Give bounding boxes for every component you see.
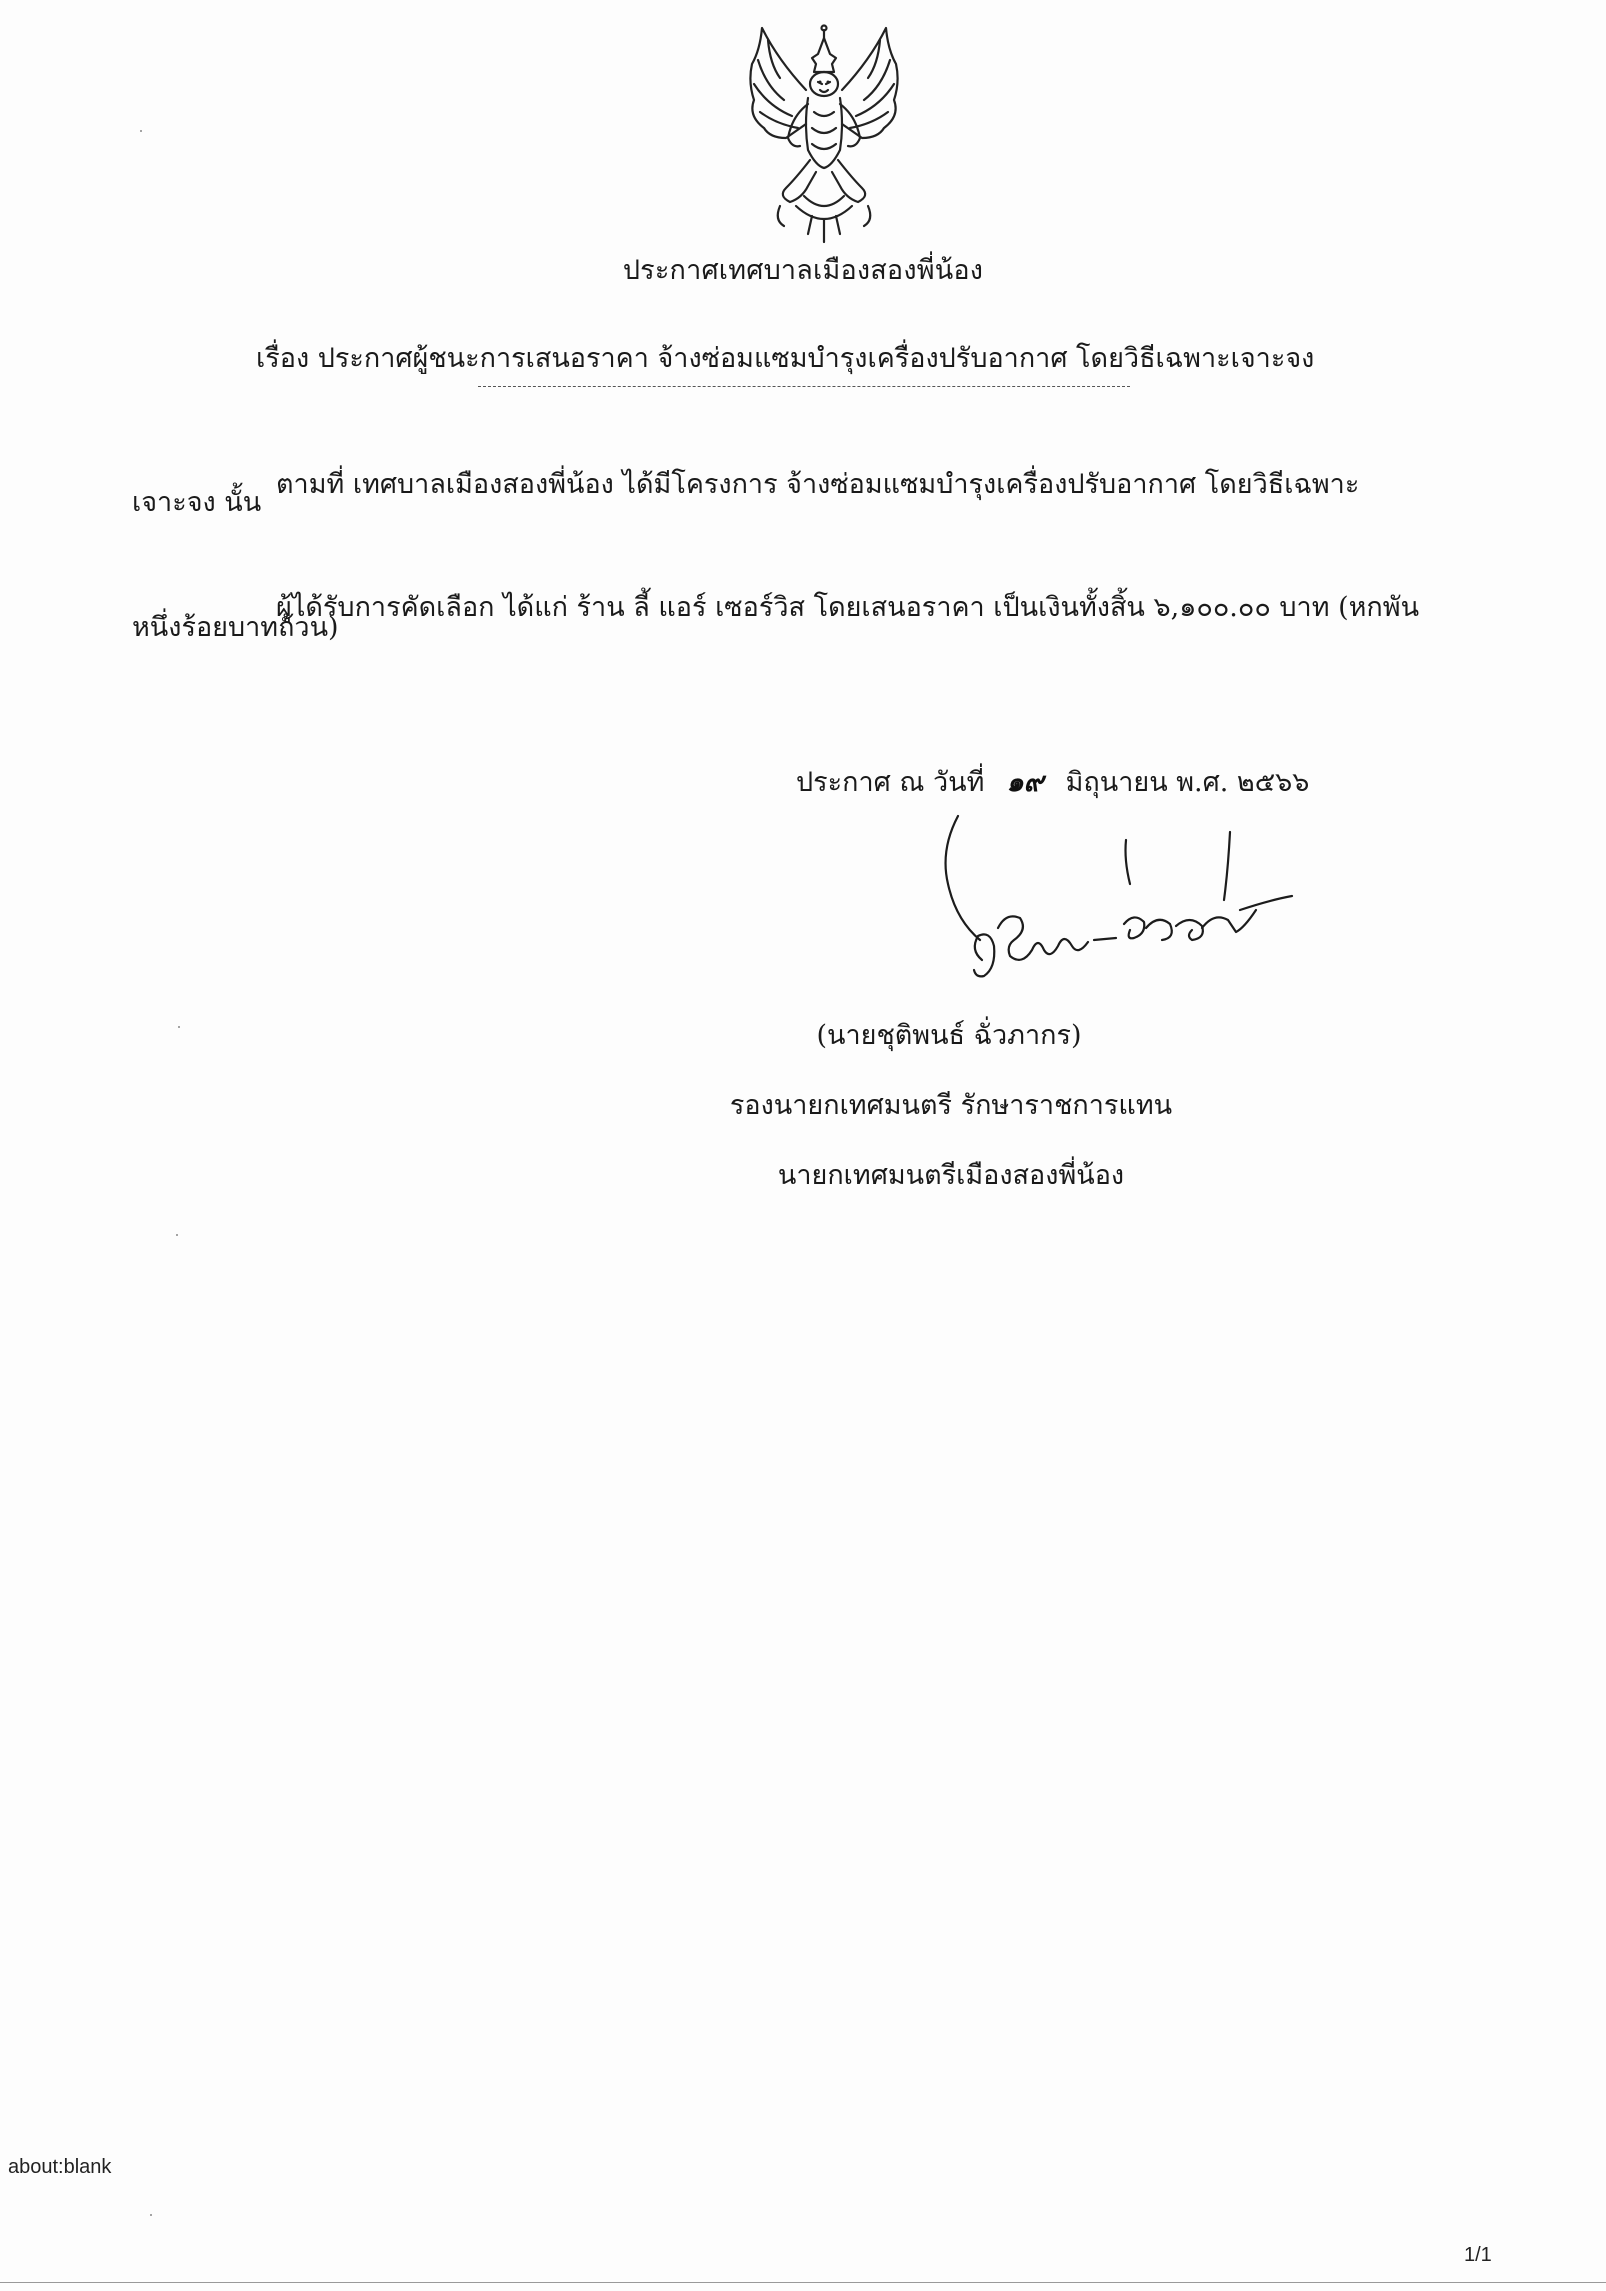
date-suffix: มิถุนายน พ.ศ. ๒๕๖๖ xyxy=(1065,767,1310,798)
footer-url: about:blank xyxy=(8,2156,112,2178)
scan-speck xyxy=(178,1026,180,1028)
announcement-date xyxy=(796,760,1309,803)
paragraph-2-line-1: ผู้ได้รับการคัดเลือก ได้แก่ ร้าน ลี้ แอร์ เซอร์วิส โดยเสนอราคา เป็นเงินทั้งสิ้น ๖,๑๐๐.๐๐ บาท (หกพัน xyxy=(276,592,1420,623)
handwritten-signature-icon xyxy=(940,800,1340,1000)
announcement-title: ประกาศเทศบาลเมืองสองพี่น้อง xyxy=(622,255,984,286)
scan-speck xyxy=(176,1234,178,1236)
paragraph-2-line-2: หนึ่งร้อยบาทถ้วน) xyxy=(132,612,339,643)
signer-position-1: รองนายกเทศมนตรี รักษาราชการแทน xyxy=(729,1090,1173,1121)
date-day-handwritten: ๑๙ xyxy=(1006,767,1044,798)
paragraph-1-line-1: ตามที่ เทศบาลเมืองสองพี่น้อง ได้มีโครงการ จ้างซ่อมแซมบำรุงเครื่องปรับอากาศ โดยวิธีเฉพาะ xyxy=(276,469,1360,500)
dashed-divider xyxy=(478,386,1130,387)
garuda-emblem-icon xyxy=(708,20,940,252)
signer-position-2: นายกเทศมนตรีเมืองสองพี่น้อง xyxy=(777,1160,1125,1191)
scan-speck xyxy=(140,130,142,132)
announcement-subject: เรื่อง ประกาศผู้ชนะการเสนอราคา จ้างซ่อมแซมบำรุงเครื่องปรับอากาศ โดยวิธีเฉพาะเจาะจง xyxy=(256,343,1315,374)
date-prefix: ประกาศ ณ วันที่ xyxy=(796,767,985,798)
signer-name: (นายชุติพนธ์ ฉั่วภากร) xyxy=(816,1020,1082,1051)
footer-page-number: 1/1 xyxy=(1464,2244,1492,2266)
paragraph-1-line-2: เจาะจง นั้น xyxy=(132,487,262,518)
bottom-rule xyxy=(0,2282,1606,2283)
scan-speck xyxy=(150,2214,152,2216)
